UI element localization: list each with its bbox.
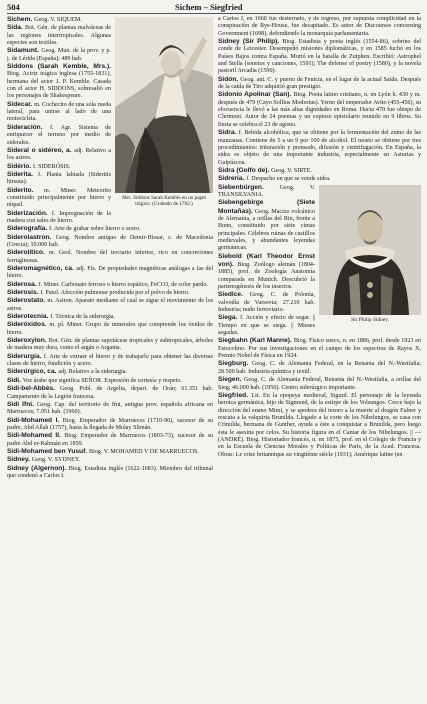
dictionary-entry — [7, 265, 213, 281]
entry-text: f. Miner. Carbonato ferroso o hierro espático, FeCO3, de color pardo. — [38, 281, 208, 288]
entry-text: f. Acción y efecto de segar. || Tiempo en que se siega. || Mieses segadas. — [218, 315, 315, 337]
entry-headword: Siderito. — [7, 186, 44, 194]
entry-text: f. Impregnación de la madera con sales de hierro. — [7, 210, 111, 224]
entry-text: Biog. Actriz trágica inglesa (1755-1831), hermana del actor J. P. Kemble. Casada con el actor H. SIDDONS, sobresalió en los personajes de Shakespeare. — [7, 71, 111, 100]
entry-text: Geog. C. de Alemania Federal, Renania del N.-Westfalia, a orillas del Sieg; 46.000 hab. (1950). Centro siderúrgico importante. — [218, 377, 421, 391]
entry-text: adj. Fís. De propiedades magnéticas análogas a las del hierro. — [7, 266, 213, 280]
dictionary-entry — [218, 175, 421, 183]
dictionary-entry — [7, 456, 213, 464]
siddons-figure — [115, 17, 213, 211]
entry-headword: Siderostato. — [7, 297, 48, 305]
entry-headword: Siderurgia. — [7, 352, 44, 360]
entry-headword: Siderosis. — [7, 289, 41, 297]
entry-text: f. Arte de grabar sobre hierro o acero. — [49, 226, 141, 233]
entry-text: Biog. Zoólogo alemán (1804-1885), prof. de Zoología Anatomía comparada en Munich. Descubrió la partenogénesis de los insectos. — [218, 262, 315, 291]
entry-text: Biog. Estadista y poeta inglés (1554-86), sobrino del conde de Leicester. Desempeñó misiones diplomáticas, y en 1585 luchó en los Países Bajos contra España. Murió en la batalla de Zutphen. Escribió: Astrophel and Stella (sonetos y canciones, 1591); The defense of poetry (1580), y la novela pastoril Arcadia (1590). — [218, 39, 421, 75]
entry-text: Geog. V. TRANSILVANIA. — [218, 184, 315, 198]
entry-text: Bot. Gén. de plantas malváceas de las regiones intertropicales. Algunas especies son textiles. — [7, 25, 111, 47]
dictionary-entry — [218, 337, 421, 360]
entry-headword: Siebenbürgen. — [218, 183, 280, 191]
entry-text: Geog. ant. C. y puerto de Fenicia, en el lugar de la actual Saida. Después de la caída de Tiro adquirió gran prestigio. — [218, 76, 421, 91]
entry-headword: Siderúrgico, ca. — [7, 368, 59, 376]
dictionary-entry — [218, 91, 421, 129]
sidney-portrait — [319, 185, 421, 315]
entry-headword: Sidamunt. — [7, 47, 42, 55]
dictionary-entry — [7, 465, 213, 481]
entry-headword: Sidney (Sir Philip). — [218, 38, 283, 46]
entry-text: Biog. Emperador de Marruecos (1710-90), sucesor de su padre, Abd Allah (1757), hasta la llegada de Mulay Slimán. — [7, 417, 213, 431]
entry-text: m. Astron. Aparato mediante el cual se sigue el movimiento de los astros. — [7, 298, 213, 312]
dictionary-entry — [218, 167, 421, 175]
entry-text: Geog. V. SIQUEM. — [34, 17, 82, 23]
entry-text: Geog. Cap. del territorio de Ifni, antigua prov. española africana en Marruecos; 7.951 hab. (1960). — [7, 401, 213, 416]
entry-text: Geog. Macizo volcánico de Alemania, a orillas del Rin, frente a Bonn, constituido por siete cimas principales. Célebres ruinas de castillos medievales, y abundantes leyendas germánicas. — [218, 208, 315, 252]
dictionary-entry — [7, 297, 213, 313]
dictionary-entry — [218, 76, 421, 92]
dictionary-entry — [218, 360, 421, 376]
entry-headword: Sideromagnético, ca. — [7, 265, 77, 272]
entry-headword: Siedlce. — [218, 291, 250, 299]
siddons-engraving — [115, 17, 213, 193]
entry-headword: Siderización. — [7, 209, 52, 217]
entry-headword: Siegen. — [218, 376, 245, 384]
entry-text: Lit. En la epopeya medieval, Sigurd. El personaje de la leyenda heroica germánica, hijo de Sigmund, de la estirpe de los Volsungos. Crece bajo la dirección del enano Mimi, y se apodera del tesoro a la muerte al dragón Fafner y rescata a la valquiria Brunilda. Llegado a la corte de los Nibelungos, se casa con Crimilda, hermana de Gunther, ayuda a éste a conquistar a Brunilda, pero luego ésta le asesina por celos. Su historia figura en el Cantar de los Nibelungos. || — (ANDRÉ). Biog. Historiador francés, n. en 1875, prof. en el Colegio de Francia y en la Escuela de Ciencias Morales y Políticas de París, de la Acad. Francesa. Obras: Le crise britannique au vingtième siècle (1931); Amérique latine (en — [218, 392, 421, 458]
dictionary-entry — [7, 313, 213, 321]
entry-text: m. Geol. Nombre del terciario inferior, rico en concreciones ferruginosas. — [7, 250, 213, 264]
entry-headword: Siderografía. — [7, 225, 50, 233]
siddons-caption: Mrs. Siddons Sarah Kemble en un papel trágico. (Grabado de 1782.) — [122, 195, 206, 207]
dictionary-entry — [7, 210, 213, 226]
page-number: 504 — [7, 2, 20, 12]
entry-headword: Siebengebirge (Siete Montañas). — [218, 199, 315, 215]
entry-headword: Siegfried. — [218, 391, 252, 399]
entry-text: Geog. V. SIRTE. — [271, 167, 313, 174]
entry-text: m. Cochecito de una sola rueda lateral, para unirse al lado de una motocicleta. — [7, 101, 112, 123]
entry-headword: Sidonio Apolinar (San). — [218, 91, 294, 99]
entry-text: Geog. C. de Alemania Federal, en la Renania del N.-Westfalia; 28.500 hab. Industria química y textil. — [218, 361, 421, 375]
entry-text: a Carlos I, en 1660 fue desterrado, y de regreso, por supuesta complicidad en la conspiración de Rye-House, fue decapitado. Es autor de Discourses concerning Government (1698), defendiendo la monarquía parlamentaria. — [218, 16, 421, 37]
page-header — [0, 0, 427, 14]
entry-text: Biog. Estadista inglés (1622-1683). Miembro del tribunal que condenó a Carlos I. — [7, 465, 213, 479]
entry-headword: Siderolastron. — [7, 233, 56, 241]
entry-text: Geog. Pobl. de Argelia, depart. de Orán; 61.351 hab. Campamento de la Legión francesa. — [7, 386, 213, 400]
entry-text: f. Arte de extraer el hierro y de trabajarlo para obtener las diversas clases de hierro, fundición y acero. — [7, 353, 213, 368]
dictionary-entry — [7, 234, 213, 250]
dictionary-entry — [7, 448, 213, 456]
header-rule — [7, 13, 420, 14]
left-column — [7, 16, 213, 704]
entry-headword: Sidi-Mohamed ben Yusuf. — [7, 447, 89, 455]
entry-text: Bot. Gén. de plantas sapotáceas tropicales y subtropicales, árboles de madera muy dura, como el argán o Argania. — [7, 338, 213, 352]
entry-text: adj. Relativo a los astros. — [7, 147, 111, 162]
dictionary-entry — [7, 353, 213, 369]
entry-text: Geog. Mun. de la prov. y p. j. de Lérida (España); 489 hab. — [7, 48, 112, 62]
right-column — [218, 16, 421, 704]
entry-text: m. pl. Miner. Grupo de minerales que comprende los óxidos de hierro. — [7, 322, 213, 336]
entry-headword: Siderosa. — [7, 280, 39, 288]
dictionary-entry — [7, 432, 213, 448]
entry-headword: Sidney (Algernon). — [7, 464, 69, 472]
entry-headword: Sidra (Golfo de). — [218, 166, 272, 174]
dictionary-entry — [7, 385, 213, 401]
dictionary-entry — [218, 392, 421, 459]
entry-text: Geog. V. SYDNEY. — [31, 457, 81, 464]
dictionary-entry — [7, 417, 213, 433]
sidney-figure — [319, 185, 421, 325]
entry-headword: Sida. — [7, 24, 26, 32]
entry-headword: Sidney. — [7, 456, 32, 464]
entry-text: m. Miner. Meteorito constituido principalmente por hierro y níquel. — [7, 187, 111, 209]
page-title: Sichem – Siegfried — [175, 2, 243, 12]
entry-headword: Siderolítico. — [7, 249, 49, 257]
entry-text: Geog. C. de Polonia, valvodía de Varsovia; 27.210 hab. Industria; nudo ferroviario. — [218, 292, 315, 314]
entry-headword: Sidrería. — [218, 175, 247, 183]
entry-text: f. Bebida alcohólica, que se obtiene por la fermentación del zumo de las manzanas. Contiene de 5 a un 9 por 100 de alcohol. El mosto se obtiene por tres procedimientos: trituración y prensado, difusión y centrifugación. En España, la sidra es objeto de una importante industria, especialmente en Asturias y Guipúzcoa. — [218, 130, 421, 166]
entry-headword: Sideración. — [7, 123, 51, 131]
entry-headword: Sidra. — [218, 129, 239, 137]
dictionary-entry — [7, 337, 213, 353]
entry-headword: Sidi Ifni. — [7, 400, 37, 408]
entry-headword: Siderotecnia. — [7, 313, 51, 321]
entry-text: f. Patol. Afección pulmonar producida por el polvo de hierro. — [40, 290, 190, 297]
entry-headword: Sidério. — [7, 162, 34, 170]
entry-text: Biog. V. MOHAMED V DE MARRUECOS. — [88, 448, 199, 455]
dictionary-entry — [7, 377, 213, 385]
dictionary-entry — [7, 401, 213, 417]
dictionary-entry — [218, 38, 421, 76]
entry-text: Biog. Emperador de Marruecos (1803-73), sucesor de su padre Abd er-Rahmán en 1859. — [7, 433, 213, 447]
entry-text: Voz árabe que significa SEÑOR. Expresión de cortesía y respeto. — [22, 377, 182, 384]
dictionary-entry — [7, 289, 213, 297]
sidney-caption: Sir Philip Sidney. — [351, 316, 389, 323]
entry-text: Biog. Físico sueco, n. en 1886, prof. desde 1923 en Estocolmo. Por sus investigaciones en el campo de los espectros de Rayos X, Premio Nobel de Física en 1924. — [218, 338, 421, 360]
entry-headword: Sidi. — [7, 376, 23, 384]
entry-text: Biog. Poeta latino cristiano, n. en Lyón h. 430 y m. después de 479 (Cayo Sollius Modestus). Yerno del emperador Avito (455-456), su elocuencia le llevó a las más altas dignidades en Roma. Hacia 470 fue obispo de Clermont. Autor de 24 poemas y un copioso epistolario reunido en 9 libros. Su fiesta se celebra el 23 de agosto. — [218, 92, 421, 128]
entry-headword: Sidecar. — [7, 100, 35, 108]
dictionary-entry — [218, 16, 421, 38]
entry-text: adj. Relativo a la siderurgia. — [58, 369, 127, 376]
entry-headword: Siddons (Sarah Kemble, Mrs.). — [7, 63, 111, 71]
dictionary-entry — [218, 376, 421, 392]
entry-headword: Siegbahn (Karl Manne). — [218, 337, 294, 345]
dictionary-entry — [7, 249, 213, 265]
dictionary-entry — [218, 129, 421, 167]
entry-text: f. Despacho en que se vende sidra. — [246, 176, 331, 183]
entry-text: f. SIDERÓSIS. — [33, 163, 71, 170]
entry-headword: Siega. — [218, 314, 241, 322]
entry-headword: Sideroxylon. — [7, 337, 49, 345]
dictionary-entry — [7, 368, 213, 376]
entry-headword: Sideróxidos. — [7, 321, 50, 329]
entry-headword: Sidi-bel-Abbès. — [7, 385, 60, 393]
dictionary-entry — [7, 321, 213, 337]
entry-headword: Sidón. — [218, 75, 241, 83]
entry-text: f. Planta labiada (Sideritis hirsuta). — [7, 171, 111, 186]
entry-text: f. Agr. Sistema de enriquecer el terreno por medio de siderales. — [7, 124, 111, 146]
entry-text: Geog. Nombre antiguo de Demir-Hissar, c. de Macedonia (Grecia); 10.000 hab. — [7, 234, 213, 248]
entry-headword: Sidi-Mohamed I. — [7, 416, 63, 424]
entry-headword: Sideral o sidéreo, a. — [7, 146, 75, 154]
dictionary-entry — [7, 281, 213, 289]
entry-text: f. Técnica de la siderurgia. — [50, 314, 115, 321]
entry-headword: Siebold (Karl Theodor Ernst von). — [218, 252, 315, 268]
entry-headword: Siegburg. — [218, 360, 253, 368]
entry-headword: Siderita. — [7, 170, 39, 178]
entry-headword: Sichem. — [7, 16, 35, 23]
dictionary-entry — [7, 225, 213, 233]
entry-headword: Sidi-Mohamed II. — [7, 432, 65, 440]
